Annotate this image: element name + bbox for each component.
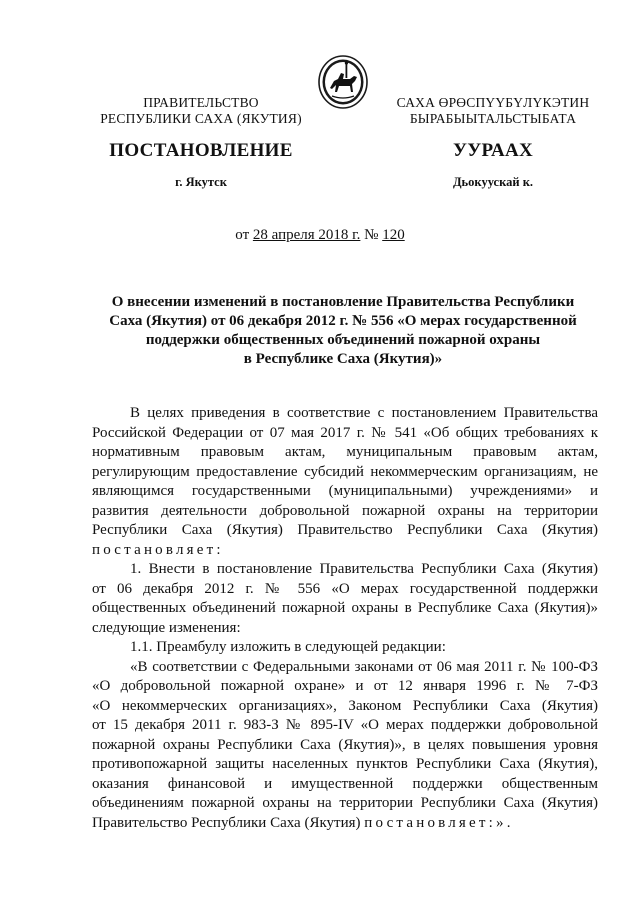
text-line: являющимся государственными (муниципальными) учреждениями» и [92,483,598,499]
title-line: О внесении изменений в постановление Правительства Республики [111,294,575,310]
text-line: общественных объединений пожарной охраны в Республике Саха (Якутия)» [92,600,598,616]
date-prefix: от [235,227,253,243]
text-line: «О добровольной пожарной охране» и от 12 января 1996 г. № 7-ФЗ [92,678,598,694]
paragraph-item-1 [92,560,598,638]
text-line: противопожарной защиты населенных пунктов Республики Саха (Якутия), [92,756,598,772]
text-line: нормативным правовым актам, муниципальным правовым актам, [92,444,598,460]
decree-word: постановляет: [92,541,224,558]
text-line: Российской Федерации от 07 мая 2017 г. № 541 «Об общих требованиях к [92,424,598,441]
doc-type-sakha: УУРААХ [452,140,534,161]
decree-word-final: постановляет:». [364,814,514,831]
org-name-sakha-line1: САХА ӨРӨСПҮҮБҮЛҮКЭТИН [396,95,590,110]
title-line: поддержки общественных объединений пожарной охраны [145,332,541,348]
text-line: «В соответствии с Федеральными законами от 06 мая 2011 г. № 100-ФЗ [130,658,598,675]
org-name-ru-line1: ПРАВИТЕЛЬСТВО [143,95,259,110]
header-right [388,95,598,127]
text-line: оказания финансовой и имущественной поддержки общественным [92,775,598,792]
title-line: в Республике Саха (Якутия)» [243,351,443,367]
paragraph-new-preamble [92,658,598,834]
city-sakha: Дьокуускай к. [452,175,534,189]
document-body [92,404,598,833]
date-number-line [0,227,640,244]
org-name-ru-line2: РЕСПУБЛИКИ САХА (ЯКУТИЯ) [100,111,302,126]
decree-number: 120 [382,227,405,243]
text-line: объединениям пожарной охраны на территории Республики Саха (Якутия) [92,795,598,811]
paragraph-item-1-1 [92,638,598,658]
paragraph-preamble [92,404,598,560]
text-line: от 15 декабря 2011 г. 983-З № 895-IV «О мерах поддержки добровольной [92,717,598,733]
decree-date: 28 апреля 2018 г. [252,227,361,243]
text-line: от 06 декабря 2012 г. № 556 «О мерах государственной поддержки [92,580,598,597]
final-prefix: Правительство Республики Саха (Якутия) [92,814,365,831]
doc-type-ru: ПОСТАНОВЛЕНИЕ [109,140,293,161]
text-line: 1.1. Преамбулу изложить в следующей редакции: [130,639,446,655]
org-name-sakha-line2: БЫРАБЫЫТАЛЬСТЫБАТА [409,111,577,126]
text-line: развития деятельности добровольной пожарной охраны на территории [92,502,598,519]
text-line: «О некоммерческих организациях», Законом Республики Саха (Якутия) [92,697,598,714]
text-line: пожарной охраны Республики Саха (Якутия)», в целях повышения уровня [92,736,598,753]
text-line: следующие изменения: [92,619,241,636]
coat-of-arms-icon [317,54,369,110]
text-line: Республики Саха (Якутия) Правительство Республики Саха (Якутия) [92,522,598,538]
header-left [92,95,310,127]
number-sign: № [360,227,383,243]
text-line: В целях приведения в соответствие с постановлением Правительства [130,405,598,421]
text-line-final [92,814,598,834]
title-line: Саха (Якутия) от 06 декабря 2012 г. № 556 «О мерах государственной [109,313,577,329]
document-title [98,293,588,369]
text-line: регулирующим предоставление субсидий некоммерческим организациям, не [92,463,598,480]
text-line: 1. Внести в постановление Правительства Республики Саха (Якутия) [130,561,598,577]
city-ru: г. Якутск [175,175,227,189]
